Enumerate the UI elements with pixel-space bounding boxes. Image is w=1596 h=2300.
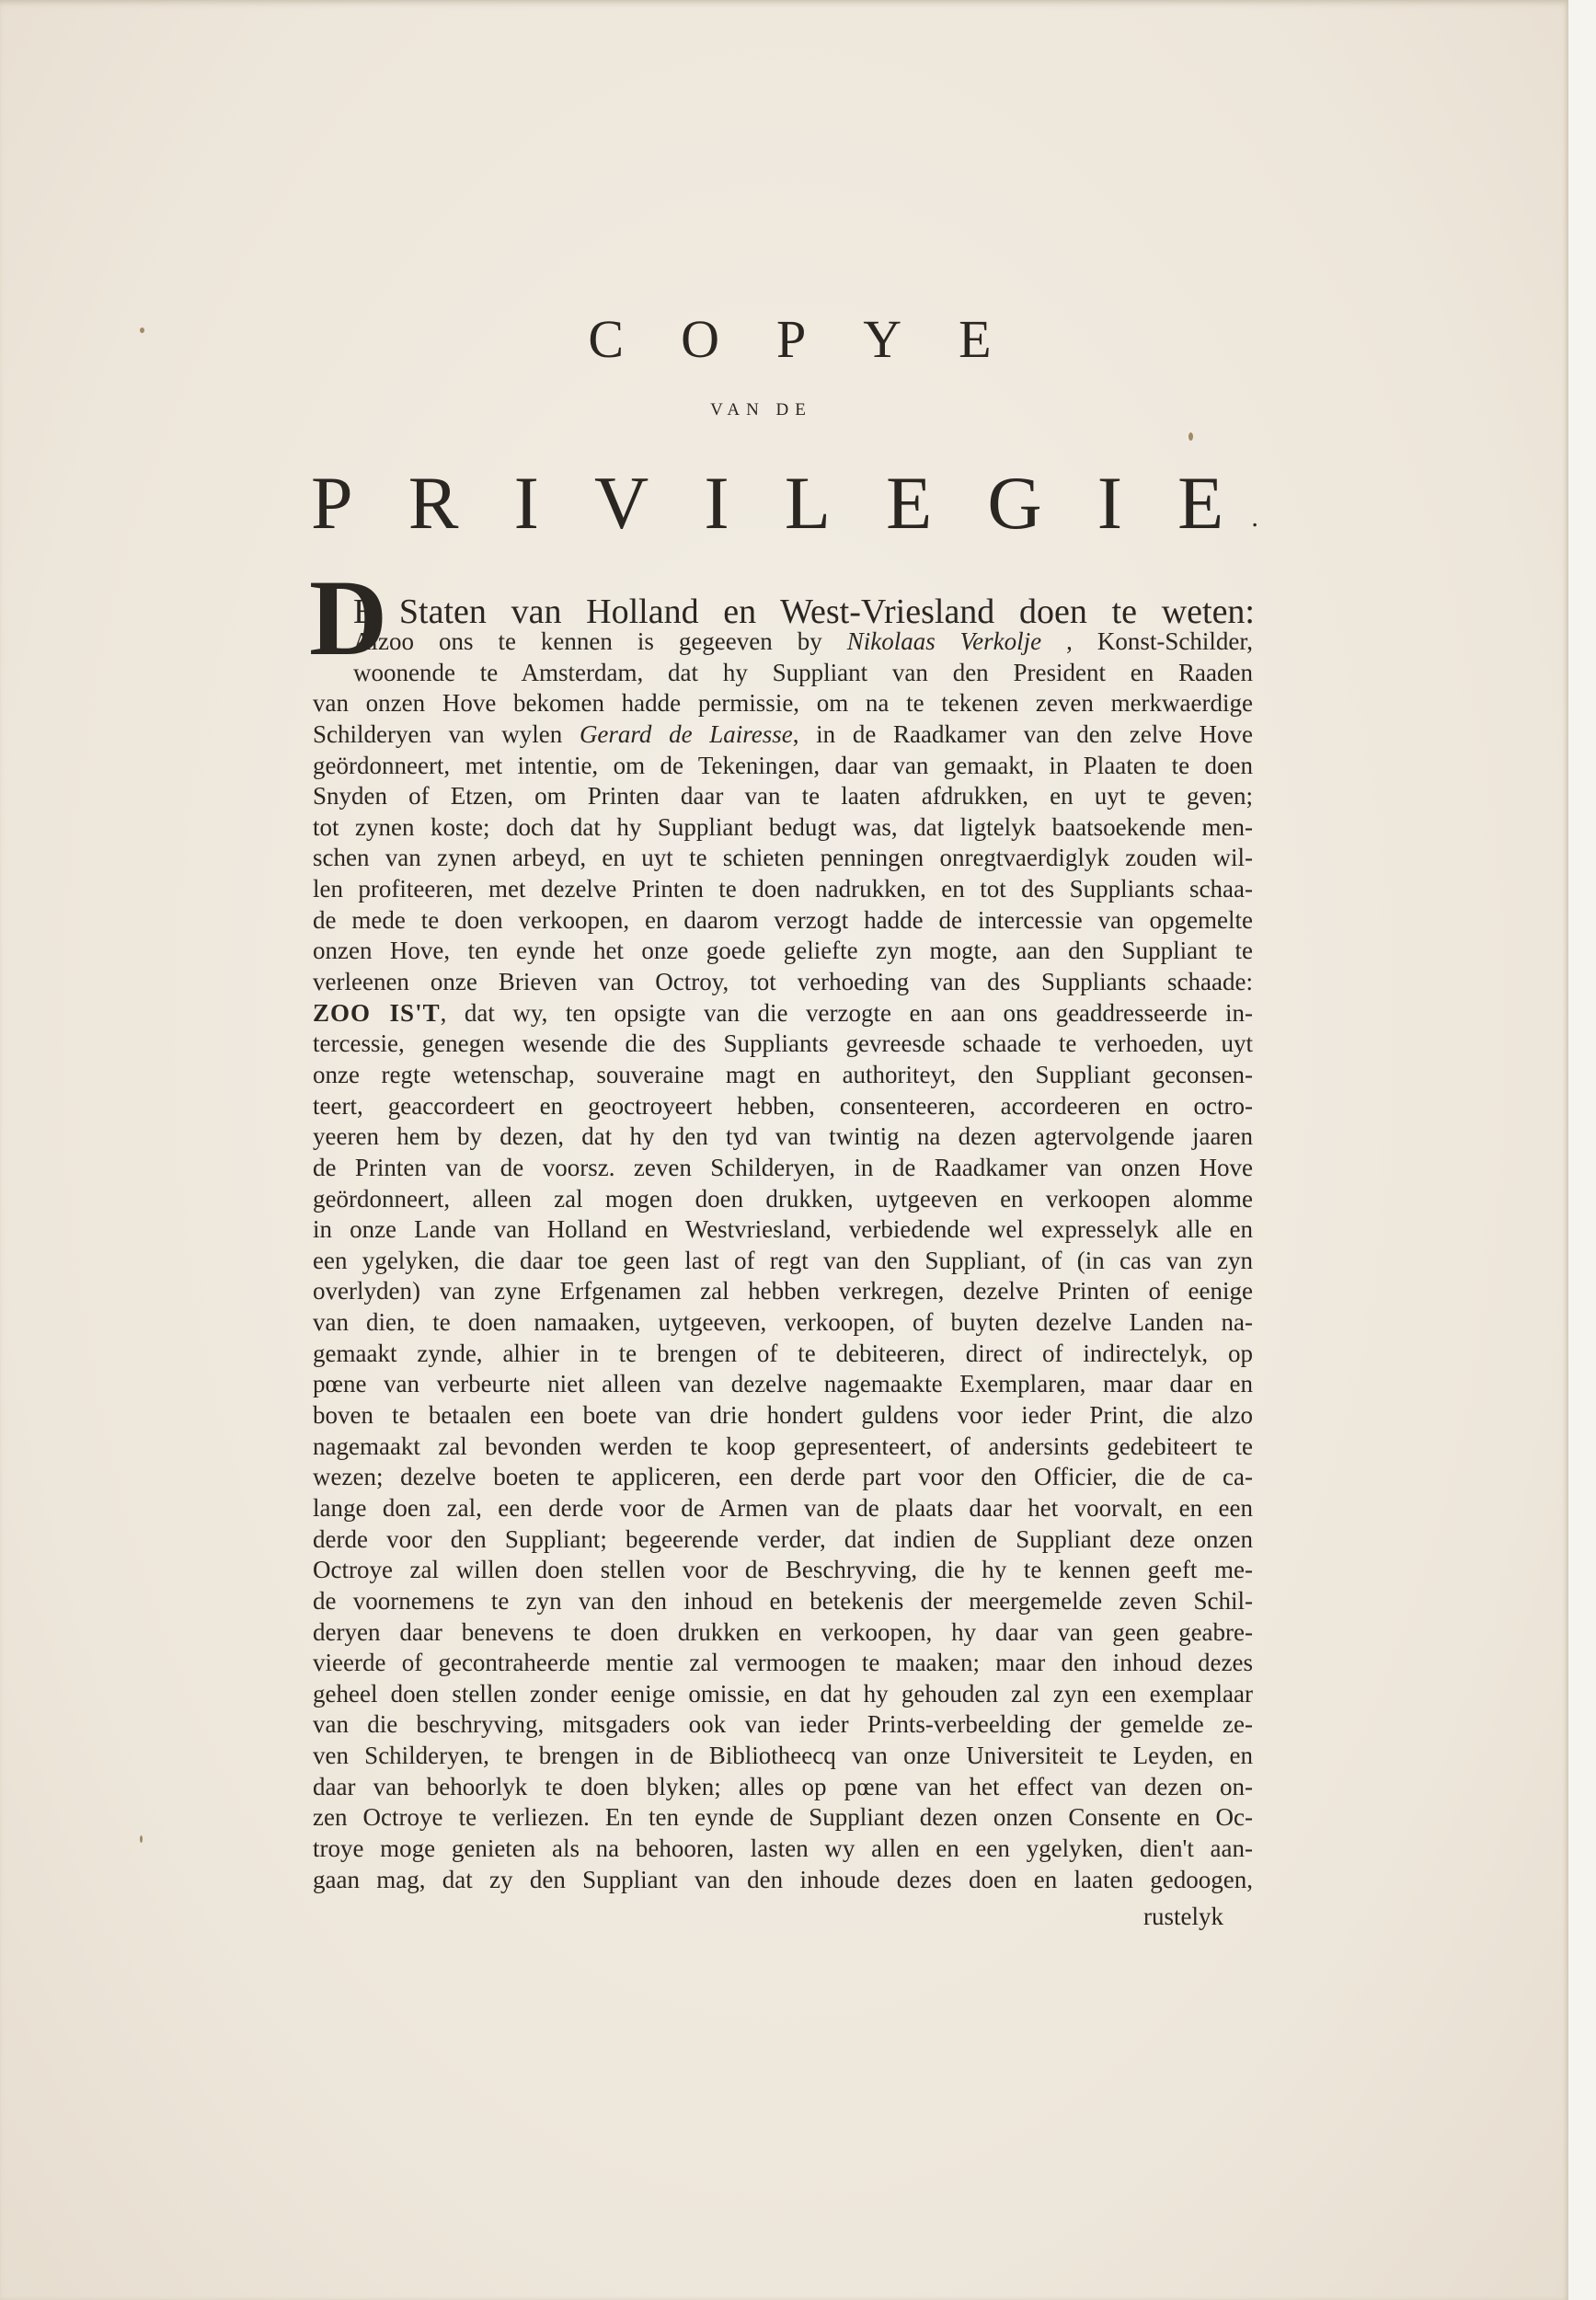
line-text: geördonneert, met intentie, om de Tekeningen, daar van gemaakt, in Plaaten te doen bbox=[313, 751, 1253, 779]
heading-letter: I bbox=[1097, 461, 1122, 545]
text-line bbox=[313, 719, 1253, 751]
line-text: Schilderyen van wylen bbox=[313, 719, 580, 748]
text-line bbox=[313, 998, 1253, 1029]
line-text: zen Octroye te verliezen. En ten eynde de Suppliant dezen onzen Consente en Oc- bbox=[313, 1803, 1253, 1832]
text-line bbox=[313, 1834, 1253, 1865]
line-text: gemaakt zynde, alhier in te brengen of te debiteeren, direct of indirectelyk, op bbox=[313, 1339, 1253, 1367]
line-text: daar van behoorlyk te doen blyken; alles op pœne van het effect van dezen on- bbox=[313, 1772, 1253, 1800]
line-text: geördonneert, alleen zal mogen doen drukken, uytgeeven en verkoopen alomme bbox=[313, 1184, 1253, 1213]
text-line bbox=[313, 874, 1253, 905]
heading-letter: I bbox=[513, 461, 539, 545]
heading-letter: L bbox=[784, 461, 831, 545]
drop-cap: D bbox=[309, 558, 388, 678]
line-text: , Konst-Schilder, bbox=[1041, 627, 1253, 655]
line-text: schen van zynen arbeyd, en uyt te schieten penningen onregtvaerdiglyk zouden wil- bbox=[313, 844, 1253, 872]
line-text: boven te betaalen een boete van drie hondert guldens voor ieder Print, die alzo bbox=[313, 1401, 1253, 1430]
text-line bbox=[313, 1493, 1253, 1524]
line-text: pœne van verbeurte niet alleen van dezelve nagemaakte Exemplaren, maar daar en bbox=[313, 1370, 1253, 1398]
text-line bbox=[313, 1369, 1253, 1400]
italic-name: Gerard de Lairesse bbox=[579, 719, 793, 748]
text-line bbox=[313, 812, 1253, 844]
line-text: van dien, te doen namaaken, uytgeeven, verkoopen, of buyten dezelve Landen na- bbox=[313, 1308, 1253, 1337]
emphasis-text: ZOO IS'T bbox=[313, 998, 441, 1027]
catchword: rustelyk bbox=[1143, 1903, 1223, 1930]
text-line bbox=[313, 905, 1253, 937]
text-line bbox=[313, 1091, 1253, 1122]
text-line bbox=[313, 1307, 1253, 1339]
text-line bbox=[313, 1555, 1253, 1586]
line-text: deryen daar benevens te doen drukken en verkoopen, hy daar van geen geabre- bbox=[313, 1617, 1253, 1646]
heading-letter: I bbox=[704, 461, 729, 545]
line-text: vieerde of gecontraheerde mentie zal vermoogen te maaken; maar den inhoud dezes bbox=[313, 1649, 1253, 1677]
line-text: wezen; dezelve boeten te appliceren, een derde part voor den Officier, die de ca- bbox=[313, 1463, 1253, 1491]
line-text: Snyden of Etzen, om Printen daar van te laaten afdrukken, en uyt te geven; bbox=[313, 782, 1253, 811]
heading-letter: E bbox=[886, 461, 933, 545]
text-line bbox=[313, 1524, 1253, 1556]
heading-letter: G bbox=[987, 461, 1042, 545]
line-text: tot zynen koste; doch dat hy Suppliant bedugt was, dat ligtelyk baatsoekende men- bbox=[313, 812, 1253, 841]
heading-letter: . bbox=[1251, 502, 1258, 533]
line-text: yeeren hem by dezen, dat hy den tyd van twintig na dezen agtervolgende jaaren bbox=[313, 1122, 1253, 1151]
text-line bbox=[313, 1339, 1253, 1370]
line-text: woonende te Amsterdam, dat hy Suppliant van den President en Raaden bbox=[353, 658, 1253, 686]
line-text: een ygelyken, die daar toe geen last of regt van den Suppliant, of (in cas van zyn bbox=[313, 1246, 1253, 1274]
text-line bbox=[313, 1462, 1253, 1493]
line-text: , in de Raadkamer van den zelve Hove bbox=[792, 719, 1253, 748]
text-line bbox=[313, 1029, 1253, 1060]
line-text: , dat wy, ten opsigte van die verzogte en aan ons geaddresseerde in- bbox=[440, 998, 1253, 1027]
line-text: de voornemens te zyn van den inhoud en betekenis der meergemelde zeven Schil- bbox=[313, 1586, 1253, 1615]
heading-letter: R bbox=[408, 461, 459, 545]
text-line bbox=[313, 1153, 1253, 1184]
heading-letter: V bbox=[594, 461, 649, 545]
text-line bbox=[313, 1184, 1253, 1215]
text-line bbox=[353, 658, 1253, 689]
line-text: troye moge genieten als na behooren, lasten wy allen en een ygelyken, dien't aan- bbox=[313, 1834, 1253, 1862]
text-line bbox=[313, 1432, 1253, 1463]
text-line bbox=[313, 1679, 1253, 1710]
text-line bbox=[313, 781, 1253, 812]
text-line bbox=[313, 1648, 1253, 1679]
document-title: COPYE bbox=[588, 309, 1049, 369]
paper-spot bbox=[1188, 432, 1193, 441]
document-heading bbox=[311, 460, 1258, 546]
text-line bbox=[313, 1060, 1253, 1091]
text-line bbox=[313, 1772, 1253, 1803]
text-line bbox=[353, 627, 1253, 658]
line-text: lange doen zal, een derde voor de Armen van de plaats daar het voorvalt, en een bbox=[313, 1493, 1253, 1522]
heading-letter: E bbox=[1177, 461, 1224, 545]
line-text: onze regte wetenschap, souveraine magt en authoriteyt, den Suppliant geconsen- bbox=[313, 1060, 1253, 1088]
line-text: verleenen onze Brieven van Octroy, tot verhoeding van des Suppliants schaade: bbox=[313, 968, 1253, 996]
text-line bbox=[313, 1121, 1253, 1153]
text-line bbox=[313, 1586, 1253, 1617]
text-line bbox=[313, 1741, 1253, 1772]
line-text: nagemaakt zal bevonden werden te koop gepresenteert, of andersints gedebiteert te bbox=[313, 1432, 1253, 1460]
line-text: van die beschryving, mitsgaders ook van ieder Prints-verbeelding der gemelde ze- bbox=[313, 1710, 1253, 1739]
line-text: onzen Hove, ten eynde het onze goede geliefte zyn mogte, aan den Suppliant te bbox=[313, 937, 1253, 965]
text-line bbox=[313, 843, 1253, 874]
line-text: de Printen van de voorsz. zeven Schilderyen, in de Raadkamer van onzen Hove bbox=[313, 1153, 1253, 1181]
line-text: gaan mag, dat zy den Suppliant van den inhoude dezes doen en laaten gedoogen, bbox=[313, 1865, 1253, 1893]
text-line bbox=[313, 1617, 1253, 1649]
heading-letter: P bbox=[311, 461, 353, 545]
line-text: ven Schilderyen, te brengen in de Bibliotheecq van onze Universiteit te Leyden, en bbox=[313, 1742, 1253, 1770]
paper-spot bbox=[140, 1835, 143, 1843]
italic-name: Nikolaas Verkolje bbox=[846, 627, 1042, 655]
document-body bbox=[313, 627, 1253, 1895]
line-text: Alzoo ons te kennen is gegeeven by bbox=[353, 627, 847, 655]
text-line bbox=[313, 1865, 1253, 1896]
document-subtitle: VAN DE bbox=[710, 400, 812, 420]
line-text: geheel doen stellen zonder eenige omissie, en dat hy gehouden zal zyn een exemplaar bbox=[313, 1679, 1253, 1708]
text-line bbox=[313, 936, 1253, 967]
line-text: in onze Lande van Holland en Westvriesland, verbiedende wel expresselyk alle en bbox=[313, 1215, 1253, 1244]
line-text: len profiteeren, met dezelve Printen te doen nadrukken, en tot des Suppliants schaa- bbox=[313, 875, 1253, 903]
text-line bbox=[313, 1276, 1253, 1307]
text-line bbox=[313, 967, 1253, 998]
line-text: tercessie, genegen wesende die des Suppliants gevreesde schaade te verhoeden, uyt bbox=[313, 1029, 1253, 1058]
line-text: overlyden) van zyne Erfgenamen zal hebben verkregen, dezelve Printen of eenige bbox=[313, 1277, 1253, 1305]
line-text: Octroye zal willen doen stellen voor de Beschryving, die hy te kennen geeft me- bbox=[313, 1556, 1253, 1584]
text-line bbox=[313, 688, 1253, 719]
text-line bbox=[313, 1400, 1253, 1432]
line-text: teert, geaccordeert en geoctroyeert hebben, consenteeren, accordeeren en octro- bbox=[313, 1091, 1253, 1120]
line-text: van onzen Hove bekomen hadde permissie, om na te tekenen zeven merkwaerdige bbox=[313, 689, 1253, 718]
line-text: de mede te doen verkoopen, en daarom verzogt hadde de intercessie van opgemelte bbox=[313, 905, 1253, 934]
text-line bbox=[313, 1802, 1253, 1834]
text-line bbox=[313, 1709, 1253, 1741]
text-line bbox=[313, 1214, 1253, 1246]
line-text: derde voor den Suppliant; begeerende verder, dat indien de Suppliant deze onzen bbox=[313, 1524, 1253, 1553]
text-line bbox=[313, 751, 1253, 782]
opening-line: E Staten van Holland en West-Vriesland doen te weten: bbox=[353, 593, 1255, 631]
text-line bbox=[313, 1246, 1253, 1277]
